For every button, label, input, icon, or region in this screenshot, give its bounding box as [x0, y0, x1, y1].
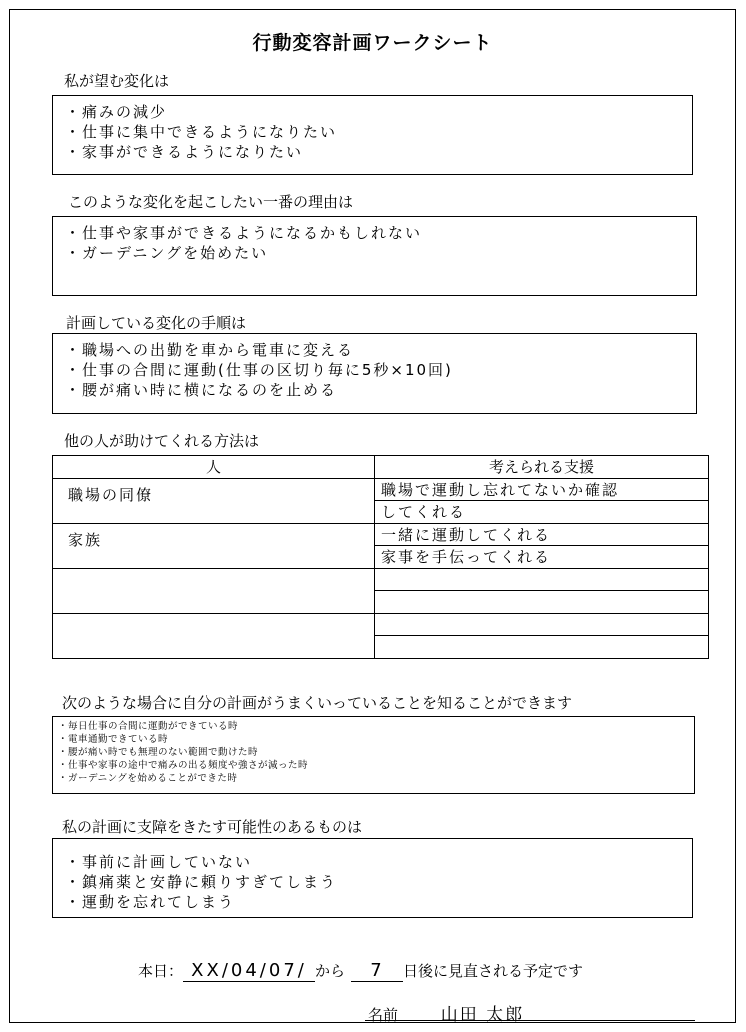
review-date-line — [138, 960, 583, 982]
obstacles-list — [65, 852, 337, 912]
list-item: ・職場への出勤を車から電車に変える — [65, 341, 355, 359]
reason-label: このような変化を起こしたい一番の理由は — [68, 193, 354, 211]
name-underline — [365, 1020, 695, 1021]
table-row — [53, 568, 709, 591]
desired-change-list — [65, 102, 337, 162]
support-cell — [375, 568, 709, 591]
person-cell — [53, 613, 375, 658]
list-item: ・ガーデニングを始めることができた時 — [58, 773, 238, 784]
date-value: XX/04/07/ — [183, 960, 315, 982]
list-item: ・腰が痛い時に横になるのを止める — [65, 381, 338, 399]
days-value: 7 — [351, 960, 403, 982]
list-item: ・痛みの減少 — [65, 103, 168, 121]
support-cell: 一緒に運動してくれる — [375, 523, 709, 546]
date-prefix: 本日： — [138, 962, 184, 980]
helpers-table — [52, 455, 709, 659]
table-header-row — [53, 456, 709, 479]
column-header-support: 考えられる支援 — [375, 456, 709, 479]
list-item: ・仕事の合間に運動(仕事の区切り毎に5秒×10回) — [65, 361, 453, 379]
obstacles-label: 私の計画に支障をきたす可能性のあるものは — [62, 818, 363, 836]
list-item: ・腰が痛い時でも無理のない範囲で動けた時 — [58, 747, 259, 758]
support-cell — [375, 613, 709, 636]
list-item: ・仕事に集中できるようになりたい — [65, 123, 338, 141]
support-cell: 家事を手伝ってくれる — [375, 546, 709, 569]
support-cell: してくれる — [375, 501, 709, 524]
person-cell: 職場の同僚 — [53, 478, 375, 523]
success-list — [58, 720, 308, 785]
helpers-label: 他の人が助けてくれる方法は — [64, 432, 260, 450]
support-cell: 職場で運動し忘れてないか確認 — [375, 478, 709, 501]
worksheet-page — [9, 9, 736, 1023]
list-item: ・毎日仕事の合間に運動ができている時 — [58, 721, 239, 732]
table-row — [53, 613, 709, 636]
table-row — [53, 523, 709, 546]
list-item: ・仕事や家事ができるようになるかもしれない — [65, 224, 423, 242]
name-row — [368, 1000, 524, 1025]
obstacles-box — [52, 838, 693, 918]
desired-change-box — [52, 95, 693, 175]
name-value: 山田 太郎 — [440, 1005, 525, 1025]
desired-change-label: 私が望む変化は — [64, 72, 170, 90]
list-item: ・事前に計画していない — [65, 853, 253, 871]
steps-list — [65, 340, 453, 400]
list-item: ・ガーデニングを始めたい — [65, 244, 269, 262]
success-label: 次のような場合に自分の計画がうまくいっていることを知ることができます — [62, 694, 573, 712]
steps-label: 計画している変化の手順は — [66, 314, 247, 332]
reason-list — [65, 223, 422, 263]
list-item: ・家事ができるようになりたい — [65, 143, 304, 161]
list-item: ・鎮痛薬と安静に頼りすぎてしまう — [65, 873, 338, 891]
reason-box — [52, 216, 697, 296]
after-label: 日後に見直される予定です — [403, 962, 584, 980]
person-cell: 家族 — [53, 523, 375, 568]
from-label: から — [315, 962, 346, 980]
column-header-person: 人 — [53, 456, 375, 479]
support-cell — [375, 636, 709, 659]
person-cell — [53, 568, 375, 613]
success-box — [52, 716, 695, 794]
support-cell — [375, 591, 709, 614]
list-item: ・仕事や家事の途中で痛みの出る頻度や強さが減った時 — [58, 760, 309, 771]
list-item: ・運動を忘れてしまう — [65, 893, 236, 911]
page-title: 行動変容計画ワークシート — [252, 32, 493, 54]
steps-box — [52, 333, 697, 414]
table-row — [53, 478, 709, 501]
list-item: ・電車通勤できている時 — [58, 734, 169, 745]
name-label: 名前 — [368, 1006, 399, 1024]
